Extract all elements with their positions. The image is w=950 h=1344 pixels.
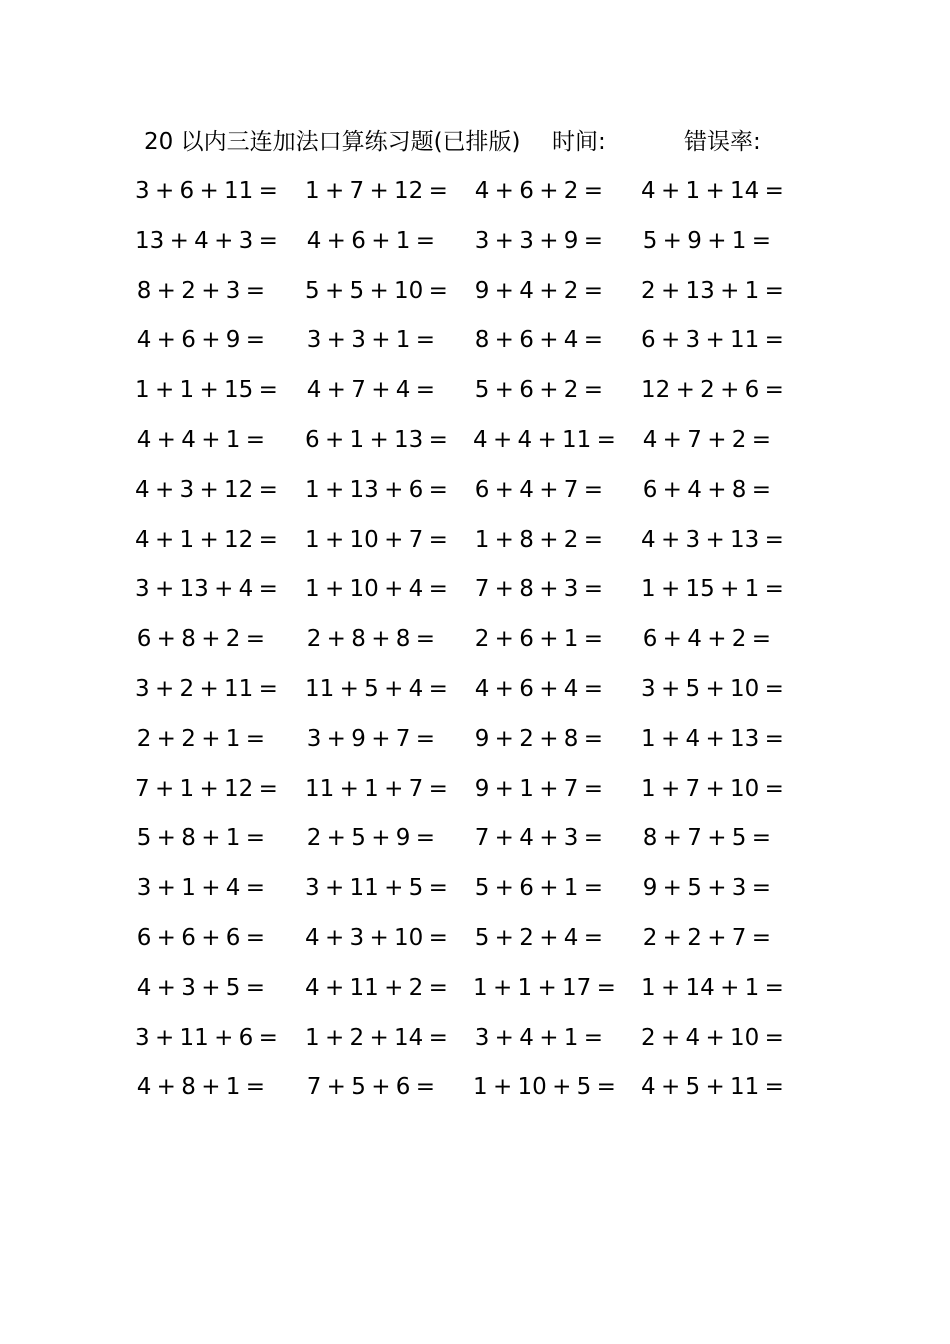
problem: 4 + 7 + 2 = — [642, 426, 771, 453]
problem-row — [0, 969, 950, 1019]
problem: 1 + 8 + 2 = — [474, 526, 603, 553]
problem: 5 + 5 + 10 = — [305, 277, 448, 304]
problem-row — [0, 770, 950, 820]
problem: 5 + 2 + 4 = — [474, 924, 603, 951]
problem-row — [0, 919, 950, 969]
problem: 4 + 3 + 12 = — [135, 476, 278, 503]
problem: 4 + 6 + 9 = — [136, 327, 265, 354]
problem: 3 + 11 + 6 = — [135, 1024, 278, 1051]
problem: 1 + 7 + 10 = — [641, 775, 784, 802]
problem: 7 + 4 + 3 = — [474, 825, 603, 852]
problem: 2 + 2 + 1 = — [136, 725, 265, 752]
problem: 2 + 4 + 10 = — [641, 1024, 784, 1051]
problem: 6 + 4 + 2 = — [642, 626, 771, 653]
problem-row — [0, 720, 950, 770]
problem: 4 + 3 + 10 = — [305, 924, 448, 951]
problem: 3 + 2 + 11 = — [135, 675, 278, 702]
problem: 2 + 6 + 1 = — [474, 626, 603, 653]
problem: 7 + 8 + 3 = — [474, 576, 603, 603]
problem: 9 + 1 + 7 = — [474, 775, 603, 802]
problem: 4 + 6 + 4 = — [474, 675, 603, 702]
problem: 7 + 1 + 12 = — [135, 775, 278, 802]
problem-grid — [0, 172, 950, 1118]
problem-row — [0, 222, 950, 272]
problem-row — [0, 1019, 950, 1069]
problem: 1 + 13 + 6 = — [305, 476, 448, 503]
problem: 4 + 4 + 11 = — [473, 426, 616, 453]
problem: 9 + 5 + 3 = — [642, 875, 771, 902]
problem: 6 + 8 + 2 = — [136, 626, 265, 653]
problem-row — [0, 670, 950, 720]
problem: 5 + 9 + 1 = — [642, 227, 771, 254]
problem: 3 + 3 + 1 = — [306, 327, 435, 354]
problem: 13 + 4 + 3 = — [135, 227, 278, 254]
problem: 4 + 11 + 2 = — [305, 974, 448, 1001]
problem: 3 + 5 + 10 = — [641, 675, 784, 702]
problem: 2 + 8 + 8 = — [306, 626, 435, 653]
problem: 6 + 6 + 6 = — [136, 924, 265, 951]
problem: 4 + 6 + 1 = — [306, 227, 435, 254]
problem: 6 + 3 + 11 = — [641, 327, 784, 354]
problem: 3 + 1 + 4 = — [136, 875, 265, 902]
problem: 4 + 3 + 13 = — [641, 526, 784, 553]
problem: 1 + 14 + 1 = — [641, 974, 784, 1001]
problem: 2 + 2 + 7 = — [642, 924, 771, 951]
problem: 7 + 5 + 6 = — [306, 1074, 435, 1101]
problem-row — [0, 521, 950, 571]
problem-row — [0, 1068, 950, 1118]
problem: 3 + 3 + 9 = — [474, 227, 603, 254]
problem: 1 + 10 + 4 = — [305, 576, 448, 603]
problem: 5 + 8 + 1 = — [136, 825, 265, 852]
problem: 4 + 3 + 5 = — [136, 974, 265, 1001]
problem: 1 + 4 + 13 = — [641, 725, 784, 752]
problem: 2 + 5 + 9 = — [306, 825, 435, 852]
problem-row — [0, 819, 950, 869]
problem: 4 + 1 + 12 = — [135, 526, 278, 553]
problem: 1 + 2 + 14 = — [305, 1024, 448, 1051]
problem: 4 + 6 + 2 = — [474, 178, 603, 204]
problem-row — [0, 471, 950, 521]
problem: 4 + 7 + 4 = — [306, 377, 435, 404]
problem: 5 + 6 + 2 = — [474, 377, 603, 404]
problem: 6 + 4 + 8 = — [642, 476, 771, 503]
worksheet-header — [144, 124, 784, 160]
problem: 4 + 8 + 1 = — [136, 1074, 265, 1101]
error-rate-label: 错误率: — [684, 129, 761, 155]
problem: 3 + 9 + 7 = — [306, 725, 435, 752]
problem: 11 + 1 + 7 = — [305, 775, 448, 802]
problem: 8 + 7 + 5 = — [642, 825, 771, 852]
problem: 6 + 1 + 13 = — [305, 426, 448, 453]
problem: 1 + 7 + 12 = — [305, 178, 448, 204]
problem-row — [0, 371, 950, 421]
problem: 3 + 6 + 11 = — [135, 178, 278, 204]
problem: 8 + 2 + 3 = — [136, 277, 265, 304]
problem: 12 + 2 + 6 = — [641, 377, 784, 404]
problem-row — [0, 869, 950, 919]
time-label: 时间: — [552, 129, 606, 155]
problem: 4 + 1 + 14 = — [641, 178, 784, 204]
problem-row — [0, 272, 950, 322]
worksheet-title: 20 以内三连加法口算练习题(已排版) — [144, 129, 521, 155]
problem: 1 + 1 + 15 = — [135, 377, 278, 404]
problem: 3 + 13 + 4 = — [135, 576, 278, 603]
problem: 5 + 6 + 1 = — [474, 875, 603, 902]
problem: 3 + 11 + 5 = — [305, 875, 448, 902]
problem: 1 + 10 + 7 = — [305, 526, 448, 553]
problem: 3 + 4 + 1 = — [474, 1024, 603, 1051]
problem: 4 + 4 + 1 = — [136, 426, 265, 453]
problem-row — [0, 421, 950, 471]
problem: 9 + 4 + 2 = — [474, 277, 603, 304]
problem: 11 + 5 + 4 = — [305, 675, 448, 702]
problem-row — [0, 321, 950, 371]
problem: 9 + 2 + 8 = — [474, 725, 603, 752]
problem: 8 + 6 + 4 = — [474, 327, 603, 354]
problem: 6 + 4 + 7 = — [474, 476, 603, 503]
problem-row — [0, 620, 950, 670]
problem: 1 + 10 + 5 = — [473, 1074, 616, 1101]
problem: 4 + 5 + 11 = — [641, 1074, 784, 1101]
problem: 1 + 15 + 1 = — [641, 576, 784, 603]
problem: 1 + 1 + 17 = — [473, 974, 616, 1001]
problem-row — [0, 172, 950, 222]
problem: 2 + 13 + 1 = — [641, 277, 784, 304]
problem-row — [0, 570, 950, 620]
